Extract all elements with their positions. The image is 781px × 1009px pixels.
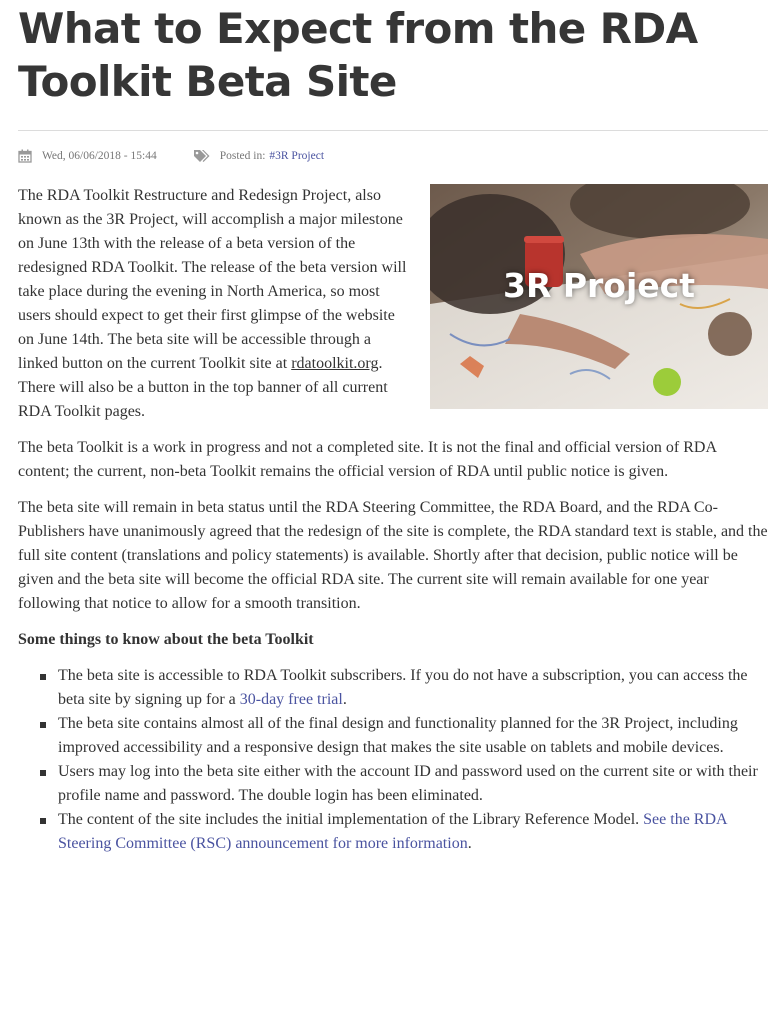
bullet-icon (40, 818, 46, 824)
rsc-announcement-link[interactable]: See the RDA Steering Committee (RSC) announcement for more information (58, 811, 727, 852)
hero-image-caption: 3R Project (502, 266, 696, 305)
beta-status-paragraph: The beta Toolkit is a work in progress and not a completed site. It is not the final and official version of RDA content; the current, non-beta Toolkit remains the official version of RDA until public notice is given. (18, 439, 717, 480)
beta-timeline-paragraph: The beta site will remain in beta status until the RDA Steering Committee, the RDA Board, and the RDA Co-Publishers have unanimously agreed that the redesign of the site is complete, the RDA standard text is stable, and the full site content (translations and policy statements) is available. Shortly after that decision, public notice will be given and the beta site will become the official RDA site. The current site will remain available for one year following that notice to allow for a smooth transition. (18, 499, 768, 612)
free-trial-link[interactable]: 30-day free trial (239, 691, 343, 708)
section-heading: Some things to know about the beta Toolkit (18, 631, 314, 648)
bullet-icon (40, 722, 46, 728)
intro-paragraph: The RDA Toolkit Restructure and Redesign Project, also known as the 3R Project, will accomplish a major milestone on June 13th with the release of a beta version of the redesigned RDA Toolkit. The release of the beta version will take place during the evening in North America, so most users should expect to get their first glimpse of the website on June 14th. The beta site will be accessible through a linked button on the current Toolkit site at rdatoolkit.org. There will also be a button in the top banner of all current RDA Toolkit pages. (18, 187, 407, 420)
list-item: Users may log into the beta site either with the account ID and password used on the current site or with their profile name and password. The double login has been eliminated. (58, 760, 768, 808)
posted-in-label: Posted in: (219, 150, 266, 162)
article-body (18, 184, 768, 856)
tags-icon (193, 149, 210, 163)
post-date: Wed, 06/06/2018 - 15:44 (42, 150, 157, 162)
bullet-icon (40, 770, 46, 776)
page-title: What to Expect from the RDA Toolkit Beta Site (18, 4, 698, 106)
tag-link-3r-project[interactable]: #3R Project (269, 150, 325, 162)
things-to-know-list (18, 664, 768, 856)
list-item: The content of the site includes the initial implementation of the Library Reference Model. See the RDA Steering Committee (RSC) announcement for more information. (58, 808, 768, 856)
hero-image (430, 184, 768, 409)
list-item: The beta site contains almost all of the final design and functionality planned for the 3R Project, including improved accessibility and a responsive design that makes the site usable on tablets and mobile devices. (58, 712, 768, 760)
post-meta (18, 131, 768, 181)
article (18, 0, 768, 856)
list-item: The beta site is accessible to RDA Toolkit subscribers. If you do not have a subscription, you can access the beta site by signing up for a 30-day free trial. (58, 664, 768, 712)
bullet-icon (40, 674, 46, 680)
rdatoolkit-link[interactable]: rdatoolkit.org (291, 355, 379, 372)
calendar-icon (18, 149, 32, 163)
